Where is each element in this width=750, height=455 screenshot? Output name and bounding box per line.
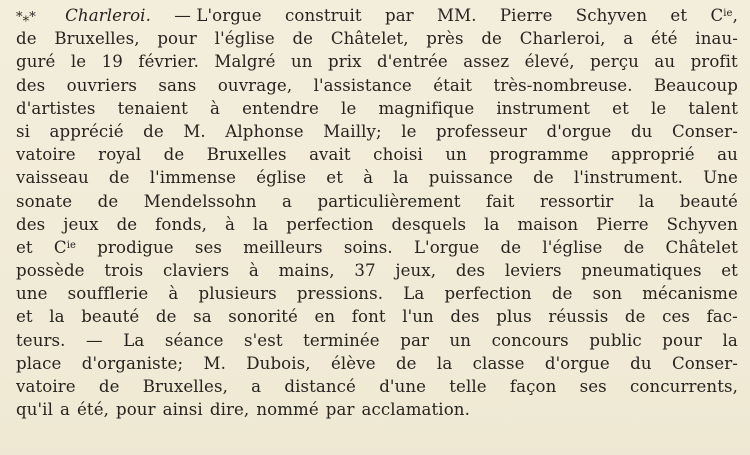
word: Châtelet, xyxy=(330,29,409,49)
word: approprié xyxy=(611,145,695,165)
word: de xyxy=(292,29,314,49)
text-line xyxy=(16,168,738,191)
word: de xyxy=(533,168,554,188)
word: ces xyxy=(662,307,690,327)
word: à xyxy=(210,98,221,118)
text-line xyxy=(16,6,738,29)
word: Cie xyxy=(53,237,77,257)
word: Mendelssohn xyxy=(143,191,257,211)
word: et xyxy=(721,261,738,281)
word: concours xyxy=(491,330,569,350)
word: distancé xyxy=(284,377,356,396)
word: d'orgue xyxy=(546,121,612,141)
word: de xyxy=(551,284,573,304)
word: choisi xyxy=(373,145,423,165)
word: perfection xyxy=(286,214,374,234)
superscript: ie xyxy=(723,8,733,19)
word: maison xyxy=(517,214,579,234)
word: très-nombreuse. xyxy=(493,75,633,95)
word: classe xyxy=(472,353,525,373)
word: beauté xyxy=(679,191,738,211)
word: dire, xyxy=(209,400,250,420)
word: fait xyxy=(486,191,515,211)
section-marker: *⁎* xyxy=(16,10,36,25)
word: Beaucoup xyxy=(653,75,738,95)
word: de xyxy=(98,377,120,396)
word: tenaient xyxy=(117,98,188,118)
word: Conser- xyxy=(671,353,738,373)
word: près xyxy=(426,29,464,49)
word: d'organiste; xyxy=(81,353,184,373)
word: de xyxy=(395,353,417,373)
word: était xyxy=(433,75,473,95)
word: M. xyxy=(183,121,206,141)
text-line xyxy=(16,354,738,377)
word: des xyxy=(16,75,46,95)
word: par xyxy=(384,6,414,25)
word: prix xyxy=(328,52,362,72)
article-text xyxy=(16,6,738,423)
word: la xyxy=(436,353,453,373)
word: d'orgue xyxy=(544,353,610,373)
word: puissance xyxy=(428,168,513,188)
text-line xyxy=(16,331,738,354)
text-line xyxy=(16,377,738,400)
word: inau- xyxy=(695,29,738,49)
word: des xyxy=(16,214,46,234)
word: de xyxy=(624,307,646,327)
word: de xyxy=(623,237,645,257)
word: place xyxy=(16,353,62,373)
word: sonate xyxy=(16,191,73,211)
word: L'orgue xyxy=(413,237,480,257)
word: qu'il xyxy=(16,400,53,420)
word: le xyxy=(70,52,87,72)
word: mains, xyxy=(278,261,335,281)
word: par xyxy=(400,330,429,350)
text-line xyxy=(16,307,738,330)
word: l'église xyxy=(214,29,275,49)
word: beauté xyxy=(81,307,140,327)
word: et xyxy=(16,307,33,327)
word: le xyxy=(650,98,667,118)
text-line xyxy=(16,29,738,52)
word: magnifique xyxy=(378,98,475,118)
word: de xyxy=(16,29,37,49)
word: s'est xyxy=(244,330,283,350)
word: un xyxy=(291,52,313,72)
word: public xyxy=(589,330,642,350)
word: apprécié xyxy=(49,121,124,141)
word: au xyxy=(654,52,676,72)
word: Cie, xyxy=(710,6,738,25)
word: — xyxy=(86,330,103,350)
word: un xyxy=(449,330,472,350)
word: plus xyxy=(496,307,532,327)
word: teurs. xyxy=(16,330,66,350)
place-name: Charleroi. xyxy=(65,6,151,25)
page-bottom-edge xyxy=(0,449,750,455)
word: le xyxy=(341,98,357,118)
word: fac- xyxy=(706,307,738,327)
word: de xyxy=(500,237,522,257)
text-line xyxy=(16,99,738,122)
word: du xyxy=(630,353,652,373)
word: telle xyxy=(449,377,487,396)
word: Châtelet xyxy=(665,237,738,257)
word: Bruxelles, xyxy=(142,377,228,396)
word: vatoire xyxy=(16,145,76,165)
word: 19 xyxy=(101,52,123,72)
word: M. xyxy=(203,353,226,373)
word: de xyxy=(163,145,185,165)
word: ressortir xyxy=(539,191,614,211)
word: — L'orgue xyxy=(174,6,262,25)
word: et xyxy=(612,98,629,118)
word: desquels xyxy=(391,214,467,234)
word: de xyxy=(481,29,502,49)
text-line xyxy=(16,284,738,307)
word: et xyxy=(16,237,33,257)
superscript: ie xyxy=(66,239,77,251)
word: l'instrument. xyxy=(573,168,684,188)
word: ouvrage, xyxy=(217,75,293,95)
word: perfection xyxy=(444,284,532,304)
word: entendre xyxy=(242,98,319,118)
word: une xyxy=(16,284,48,304)
word: été xyxy=(650,29,678,49)
word: leviers xyxy=(504,261,562,281)
word: programme xyxy=(489,145,589,165)
word: pour xyxy=(115,400,156,420)
word: Alphonse xyxy=(225,121,304,141)
word: Malgré xyxy=(214,52,276,72)
word: la xyxy=(393,168,409,188)
word: église xyxy=(256,168,307,188)
word: concurrents, xyxy=(630,377,738,396)
word: a xyxy=(251,377,262,396)
text-line xyxy=(16,76,738,99)
word: séance xyxy=(164,330,224,350)
word: vatoire xyxy=(16,377,76,396)
word: réussis xyxy=(548,307,609,327)
word: MM. xyxy=(437,6,477,25)
word: professeur xyxy=(436,121,527,141)
word: sa xyxy=(193,307,212,327)
word: talent xyxy=(688,98,738,118)
word: un xyxy=(445,145,467,165)
word: février. xyxy=(138,52,199,72)
word: avait xyxy=(309,145,351,165)
text-line xyxy=(16,215,738,238)
word: Bruxelles xyxy=(206,145,287,165)
word: ses xyxy=(194,237,223,257)
word: Charleroi, xyxy=(519,29,606,49)
word: possède xyxy=(16,261,85,281)
word: des xyxy=(450,307,480,327)
word: assez xyxy=(463,52,510,72)
word: a xyxy=(623,29,634,49)
word: perçu xyxy=(590,52,639,72)
word: d'entrée xyxy=(377,52,448,72)
word: pneumatiques xyxy=(581,261,702,281)
word: Mailly; xyxy=(323,121,382,141)
word: soufflerie xyxy=(67,284,149,304)
word: de xyxy=(108,168,130,188)
word: Pierre xyxy=(499,6,553,25)
punctuation: , xyxy=(732,6,738,25)
text-line xyxy=(16,52,738,75)
word: son xyxy=(592,284,623,304)
text-line xyxy=(16,122,738,145)
word: a xyxy=(282,191,292,211)
word: à xyxy=(248,261,259,281)
text-line xyxy=(16,238,738,261)
word: jeux xyxy=(63,214,99,234)
word: à xyxy=(363,168,374,188)
word: nommé xyxy=(256,400,319,420)
word: font xyxy=(351,307,386,327)
word: acclamation. xyxy=(361,400,470,420)
word: La xyxy=(403,284,425,304)
word: mécanisme xyxy=(642,284,738,304)
word: Bruxelles, xyxy=(54,29,140,49)
word: sonorité xyxy=(228,307,298,327)
word: la xyxy=(484,214,500,234)
word: a xyxy=(60,400,70,420)
word: Dubois, xyxy=(246,353,311,373)
word: l'immense xyxy=(149,168,237,188)
word: de xyxy=(97,191,119,211)
word: la xyxy=(49,307,65,327)
text-line xyxy=(16,261,738,284)
word: en xyxy=(314,307,336,327)
word: ses xyxy=(579,377,607,396)
word: de xyxy=(116,214,138,234)
word: fonds, xyxy=(155,214,207,234)
word: si xyxy=(16,121,31,141)
word: été, xyxy=(77,400,109,420)
word: terminée xyxy=(303,330,380,350)
word: Schyven xyxy=(666,214,738,234)
word: du xyxy=(630,121,653,141)
word: d'artistes xyxy=(16,98,96,118)
word: d'une xyxy=(379,377,427,396)
word: pressions. xyxy=(296,284,384,304)
word: guré xyxy=(16,52,56,72)
word: façon xyxy=(509,377,557,396)
word: l'église xyxy=(542,237,603,257)
word: Conser- xyxy=(671,121,738,141)
text-line xyxy=(16,192,738,215)
word: La xyxy=(123,330,145,350)
word: sans xyxy=(158,75,197,95)
word: élevé, xyxy=(524,52,575,72)
word: par xyxy=(325,400,355,420)
word: Pierre xyxy=(596,214,649,234)
word: profit xyxy=(690,52,738,72)
word: et xyxy=(326,168,343,188)
word: instrument xyxy=(496,98,591,118)
word: au xyxy=(717,145,738,165)
word: soins. xyxy=(343,237,393,257)
word: pour xyxy=(157,29,197,49)
word: et xyxy=(670,6,688,25)
word: meilleurs xyxy=(243,237,323,257)
word: pour xyxy=(662,330,702,350)
word: la xyxy=(252,214,269,234)
word: claviers xyxy=(162,261,230,281)
word: jeux, xyxy=(395,261,437,281)
word: ouvriers xyxy=(66,75,138,95)
word: élève xyxy=(330,353,376,373)
word: de xyxy=(143,121,164,141)
word: construit xyxy=(285,6,362,25)
text-line xyxy=(16,400,738,423)
word: à xyxy=(168,284,179,304)
word: vaisseau xyxy=(16,168,89,188)
word: Schyven xyxy=(575,6,648,25)
word: trois xyxy=(104,261,144,281)
word: l'assistance xyxy=(313,75,412,95)
word: de xyxy=(155,307,177,327)
word: la xyxy=(722,330,738,350)
word: des xyxy=(455,261,486,281)
word: plusieurs xyxy=(198,284,277,304)
word: royal xyxy=(98,145,142,165)
word: prodigue xyxy=(97,237,174,257)
word: Une xyxy=(703,168,738,188)
text-line xyxy=(16,145,738,168)
word: 37 xyxy=(354,261,376,281)
word: particulièrement xyxy=(317,191,461,211)
word: la xyxy=(638,191,655,211)
word: à xyxy=(224,214,235,234)
word: l'un xyxy=(402,307,434,327)
word: le xyxy=(401,121,417,141)
word: ainsi xyxy=(162,400,203,420)
